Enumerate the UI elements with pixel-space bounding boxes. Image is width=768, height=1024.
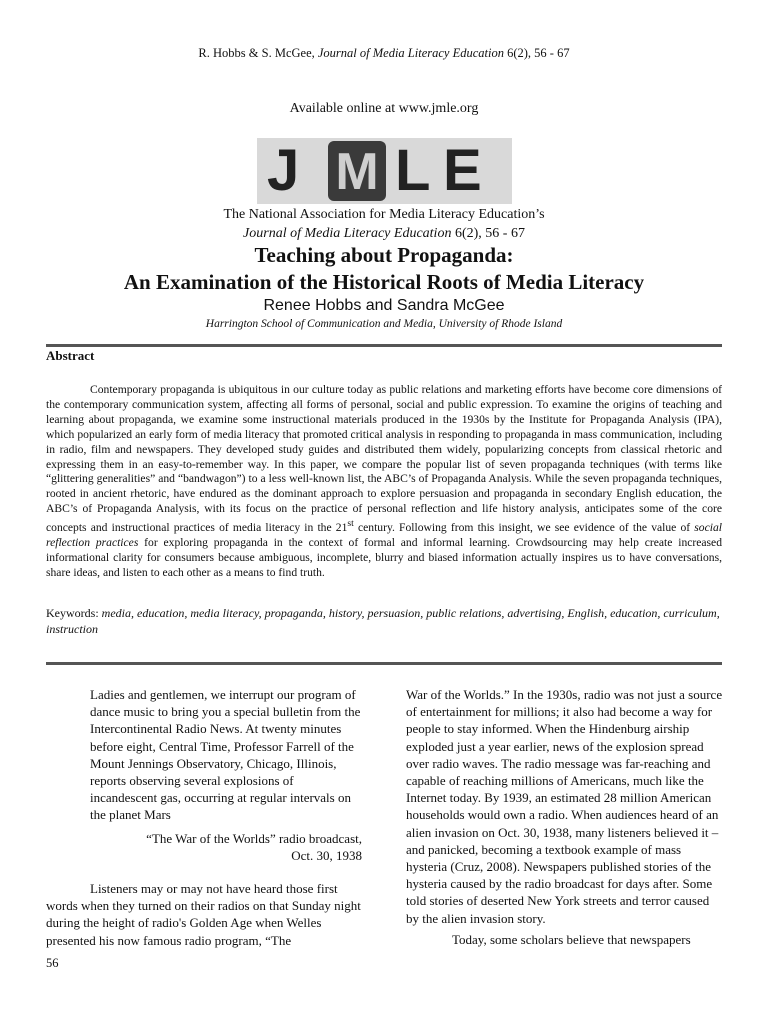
- abstract-body: [46, 383, 722, 581]
- logo-letter-e: E: [443, 138, 482, 203]
- epigraph-attribution-date: Oct. 30, 1938: [291, 848, 362, 863]
- journal-line: [0, 226, 768, 242]
- page-number: 56: [46, 956, 59, 970]
- title-line-1: Teaching about Propaganda:: [254, 243, 514, 267]
- affiliation: Harrington School of Communication and Media, University of Rhode Island: [205, 318, 563, 330]
- keywords: [46, 605, 722, 637]
- article-title: [0, 242, 768, 296]
- body-paragraph-left: Listeners may or may not have heard those first words when they turned on their radios on that Sunday night during the height of radio's Golden Age when Welles presented his now famous radio program, “The: [46, 881, 361, 948]
- logo-letter-m: M: [335, 143, 379, 201]
- running-head-journal: Journal of Media Literacy Education: [317, 46, 504, 60]
- running-head-issue: 6(2), 56 - 67: [503, 46, 570, 60]
- title-line-2: An Examination of the Historical Roots of Media Literacy: [123, 270, 645, 294]
- keywords-list: media, education, media literacy, propaganda, history, persuasion, public relations, advertising, English, education, curriculum, instruction: [46, 606, 720, 636]
- keywords-label: Keywords:: [46, 606, 102, 620]
- online-availability: Available online at www.jmle.org: [289, 101, 479, 116]
- jmle-logo: [257, 138, 512, 204]
- running-head-authors: R. Hobbs & S. McGee,: [198, 46, 318, 60]
- running-head: [0, 46, 768, 61]
- top-divider: [46, 344, 722, 347]
- journal-name: Journal of Media Literacy Education: [243, 226, 452, 241]
- association-line: The National Association for Media Literacy Education’s: [223, 207, 545, 222]
- epigraph-attribution-title: “The War of the Worlds” radio broadcast,: [146, 831, 362, 846]
- abstract-text-2: century. Following from this insight, we see evidence of the value of: [353, 521, 695, 535]
- abstract-text-3: for exploring propaganda in the context of formal and informal learning. Crowdsourcing may help create increased informational clarity for consumers because ambiguous, incomplete, blurry and biased information actually inspires us to have conversations, share ideas, and listen to each other as a means to find truth.: [46, 535, 722, 579]
- abstract-heading: Abstract: [46, 348, 95, 363]
- bottom-divider: [46, 662, 722, 665]
- authors: Renee Hobbs and Sandra McGee: [263, 297, 505, 314]
- logo-letter-j: J: [267, 138, 300, 203]
- body-paragraph-right: War of the Worlds.” In the 1930s, radio was not just a source of entertainment for millions; it also had become a way for people to stay informed. When the Hindenburg airship exploded just a year earlier, news of the explosion spread over radio waves. The radio message was far-reaching and capable of reaching millions of Americans, much like the Internet today. By 1939, an estimated 28 million American households would own a radio. When audiences heard of an alien invasion on Oct. 30, 1938, many listeners believed it – and panicked, becoming a textbook example of mass hysteria (Cruz, 2008). Newspapers published stories of the hysteria caused by the radio broadcast for days after. Some told stories of deserted New York streets and terror caused by the alien invasion story.: [406, 687, 723, 926]
- logo-m-box: [328, 141, 386, 201]
- body-paragraph-right-continued: Today, some scholars believe that newspapers: [452, 932, 691, 947]
- journal-issue: 6(2), 56 - 67: [451, 226, 525, 241]
- abstract-italic-phrase: social reflection practices: [46, 521, 722, 549]
- abstract-text-1: Contemporary propaganda is ubiquitous in our culture today as public relations and marketing efforts have become core dimensions of the contemporary communication system, affecting all forms of personal, social and public expression. To examine the origins of teaching and learning about propaganda, we examine some instructional materials produced in the 1930s by the Institute for Propaganda Analysis (IPA), which popularized an early form of media literacy that promoted critical analysis in responding to propaganda in mass communication, including in radio, film and newspapers. They developed study guides and distributed them widely, popularizing concepts from classical rhetoric and expressing them in an easy-to-remember way. In this paper, we compare the popular list of seven propaganda techniques (with terms like “glittering generalities” and “bandwagon”) to a less well-known list, the ABC’s of Propaganda Analysis. While the seven propaganda techniques, rooted in ancient rhetoric, have endured as the dominant approach to explore persuasion and propaganda in secondary English education, the ABC’s of Propaganda Analysis, with its focus on the practice of personal reflection and life history analysis, anticipates some of the core concepts and instructional practices of media literacy in the 21: [46, 383, 722, 535]
- abstract-superscript: st: [347, 518, 354, 530]
- logo-letter-l: L: [395, 138, 431, 203]
- epigraph-quote: Ladies and gentlemen, we interrupt our program of dance music to bring you a special bulletin from the Intercontinental Radio News. At twenty minutes before eight, Central Time, Professor Farrell of the Mount Jennings Observatory, Chicago, Illinois, reports observing several explosions of incandescent gas, occurring at regular intervals on the planet Mars: [90, 687, 361, 823]
